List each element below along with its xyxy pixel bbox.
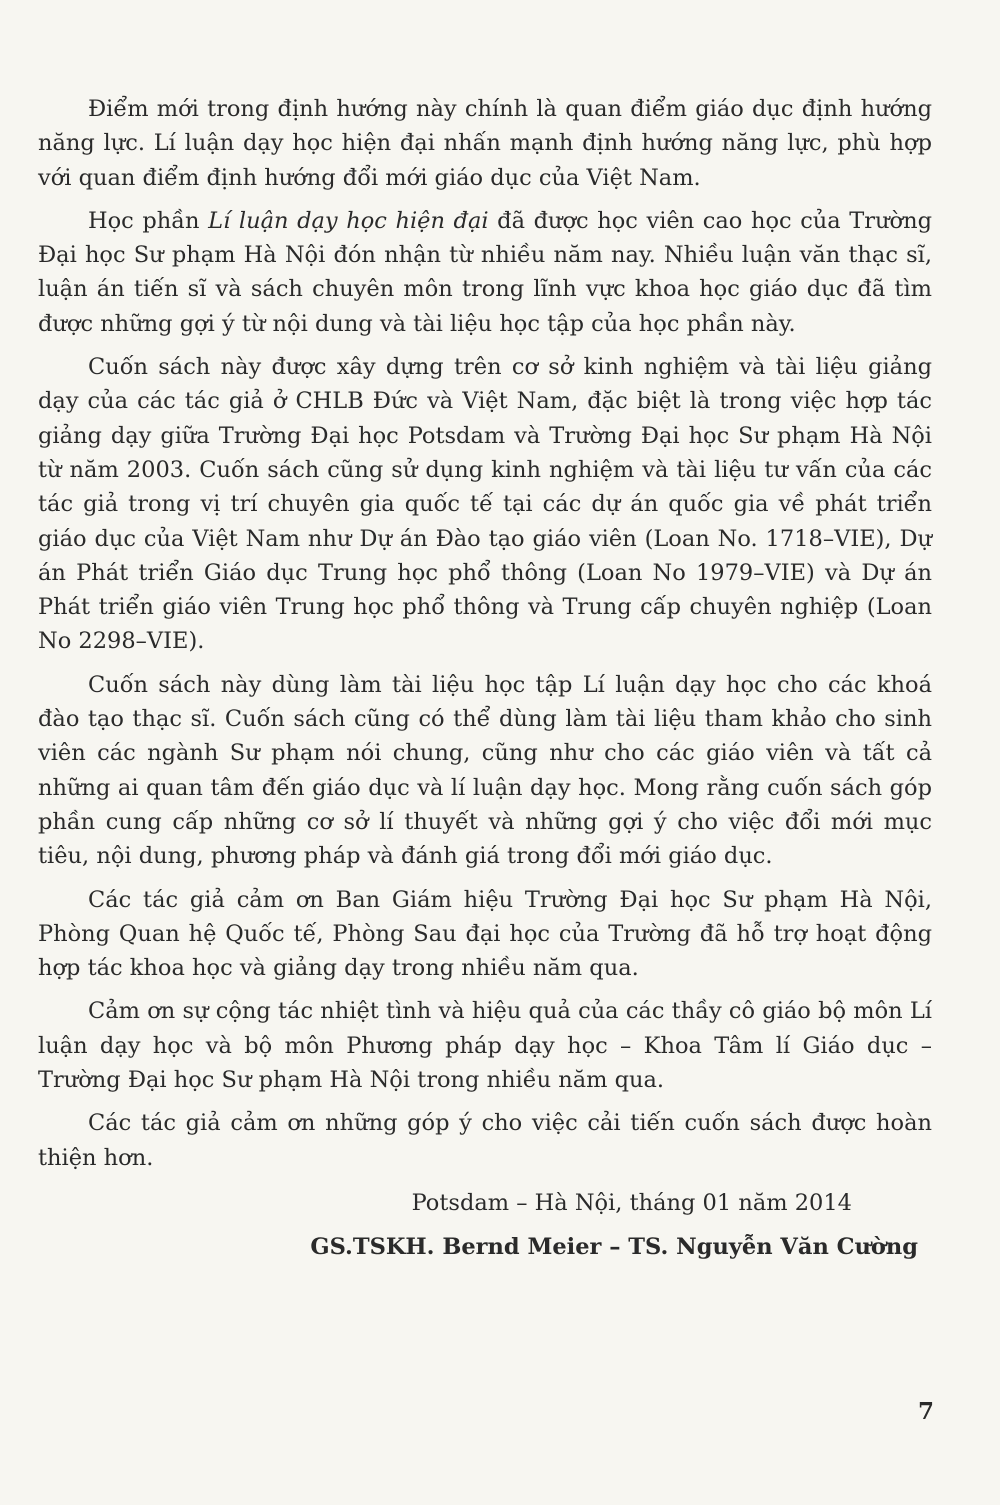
paragraph-thanks-colleagues: Cảm ơn sự cộng tác nhiệt tình và hiệu quả của các thầy cô giáo bộ môn Lí luận dạy học và bộ môn Phương pháp dạy học – Khoa Tâm lí Giáo dục – Trường Đại học Sư phạm Hà Nội trong nhiều năm qua. — [38, 998, 932, 1094]
page-number: 7 — [917, 1398, 934, 1425]
place-date: Potsdam – Hà Nội, tháng 01 năm 2014 — [411, 1189, 852, 1216]
paragraph-course-reception-rest: đã được học viên cao học của Trường Đại học Sư phạm Hà Nội đón nhận từ nhiều năm nay. Nhiều luận văn thạc sĩ, luận án tiến sĩ và sách chuyên môn trong lĩnh vực khoa học giáo dục đã tìm được những gợi ý từ nội dung và tài liệu học tập của học phần này. — [38, 207, 932, 337]
authors-signature: GS.TSKH. Bernd Meier – TS. Nguyễn Văn Cường — [310, 1233, 918, 1260]
paragraph-thanks-feedback: Các tác giả cảm ơn những góp ý cho việc cải tiến cuốn sách được hoàn thiện hơn. — [38, 1110, 932, 1171]
paragraph-course-reception — [38, 204, 932, 341]
paragraph-thanks-board: Các tác giả cảm ơn Ban Giám hiệu Trường Đại học Sư phạm Hà Nội, Phòng Quan hệ Quốc tế, Phòng Sau đại học của Trường đã hỗ trợ hoạt động hợp tác khoa học và giảng dạy trong nhiều năm qua. — [38, 886, 932, 982]
course-title-italic: Lí luận dạy học hiện đại — [208, 207, 489, 234]
paragraph-book-basis: Cuốn sách này được xây dựng trên cơ sở kinh nghiệm và tài liệu giảng dạy của các tác giả ở CHLB Đức và Việt Nam, đặc biệt là trong việc hợp tác giảng dạy giữa Trường Đại học Potsdam và Trường Đại học Sư phạm Hà Nội từ năm 2003. Cuốn sách cũng sử dụng kinh nghiệm và tài liệu tư vấn của các tác giả trong vị trí chuyên gia quốc tế tại các dự án quốc gia về phát triển giáo dục của Việt Nam như Dự án Đào tạo giáo viên (Loan No. 1718–VIE), Dự án Phát triển Giáo dục Trung học phổ thông (Loan No 1979–VIE) và Dự án Phát triển giáo viên Trung học phổ thông và Trung cấp chuyên nghiệp (Loan No 2298–VIE). — [38, 354, 932, 655]
paragraph-course-reception-lead: Học phần — [88, 207, 209, 234]
paragraph-book-usage: Cuốn sách này dùng làm tài liệu học tập Lí luận dạy học cho các khoá đào tạo thạc sĩ. Cuốn sách cũng có thể dùng làm tài liệu tham khảo cho sinh viên các ngành Sư phạm nói chung, cũng như cho các giáo viên và tất cả những ai quan tâm đến giáo dục và lí luận dạy học. Mong rằng cuốn sách góp phần cung cấp những cơ sở lí thuyết và những gợi ý cho việc đổi mới mục tiêu, nội dung, phương pháp và đánh giá trong đổi mới giáo dục. — [38, 671, 932, 870]
paragraph-competency-orientation: Điểm mới trong định hướng này chính là quan điểm giáo dục định hướng năng lực. Lí luận dạy học hiện đại nhấn mạnh định hướng năng lực, phù hợp với quan điểm định hướng đổi mới giáo dục của Việt Nam. — [38, 96, 932, 191]
signoff-block — [38, 1184, 932, 1266]
